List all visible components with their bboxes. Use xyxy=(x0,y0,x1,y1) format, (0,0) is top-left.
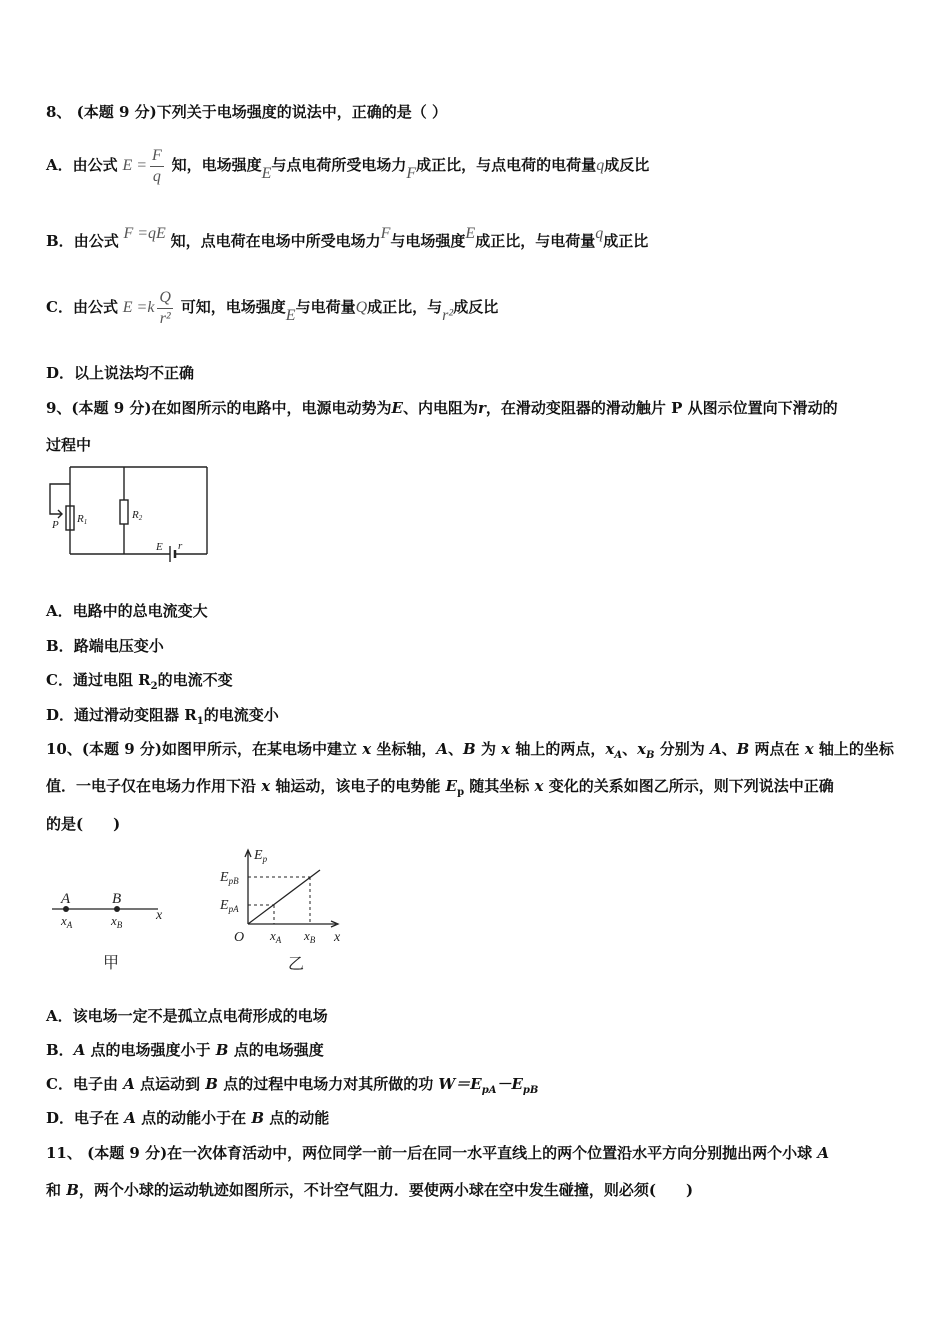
svg-text:O: O xyxy=(234,930,245,945)
q10-option-a[interactable]: A．该电场一定不是孤立点电荷形成的电场 xyxy=(46,1007,328,1025)
q10-option-b[interactable]: B．A 点的电场强度小于 B 点的电场强度 xyxy=(46,1041,324,1059)
q10-stem: 10、(本题 9 分)如图甲所示，在某电场中建立 x 坐标轴，A、B 为 x 轴上的两点，$x_A$、$x_B$ 分别为 A、B 两点在 x 轴上的坐标 xyxy=(46,740,894,761)
q11-stem-line2: 和 B，两个小球的运动轨迹如图所示，不计空气阻力．要使两小球在空中发生碰撞，则必须( ) xyxy=(46,1181,694,1199)
q9-stem: 9、(本题 9 分)在如图所示的电路中，电源电动势为E、内电阻为r，在滑动变阻器的滑动触片 P 从图示位置向下滑动的 xyxy=(46,399,838,417)
q8-stem: 8、 (本题 9 分)下列关于电场强度的说法中，正确的是（ ） xyxy=(46,103,447,121)
q10-stem-line3: 的是( ) xyxy=(46,815,121,833)
q10-stem-line2: 值．一电子仅在电场力作用下沿 x 轴运动，该电子的电势能 $E_p$ 随其坐标 x 变化的关系如图乙所示，则下列说法中正确 xyxy=(46,777,834,798)
q8-option-b[interactable]: B．由公式 F =qE 知，点电荷在电场中所受电场力F与电场强度E成正比，与电荷量q成正比 xyxy=(46,225,649,250)
svg-text:乙: 乙 xyxy=(288,956,305,973)
label-e: E xyxy=(156,541,163,553)
formula: E =k $\frac{Q}{\text{r²}}$ xyxy=(122,289,171,327)
formula: E = $\frac{F}{q}$ xyxy=(122,147,162,185)
svg-text:xB: $x_B$ xyxy=(111,913,123,930)
svg-text:xB: $x_B$ xyxy=(304,928,316,945)
label-r2: R2 xyxy=(132,509,143,522)
svg-text:甲: 甲 xyxy=(103,955,120,972)
figure-jia xyxy=(46,880,176,975)
svg-text:Ep: $E_p$ xyxy=(254,848,268,864)
svg-text:B: B xyxy=(112,891,122,907)
svg-text:EpA: $E_{pA}$ xyxy=(220,898,239,914)
q9-option-b[interactable]: B．路端电压变小 xyxy=(46,637,164,655)
svg-text:x: x xyxy=(156,908,163,923)
q9-stem-line2: 过程中 xyxy=(46,436,92,454)
svg-text:EpB: $E_{pB}$ xyxy=(220,870,239,886)
svg-text:xA: $x_A$ xyxy=(61,913,73,930)
q10-option-c[interactable]: C．电子由 A 点运动到 B 点的过程中电场力对其所做的功 $W=E_{pA}-E_{pB}$ xyxy=(46,1075,539,1096)
figure-yi xyxy=(218,842,358,977)
q8-option-a[interactable]: A．由公式 E = $\frac{F}{q}$ 知，电场强度E与点电荷所受电场力F成正比，与点电荷的电荷量q成反比 xyxy=(46,147,650,185)
q8-option-d[interactable]: D．以上说法均不正确 xyxy=(46,364,195,382)
label-p: P xyxy=(52,519,59,531)
label-r1: R1 xyxy=(77,513,88,526)
q9-option-d[interactable]: D．通过滑动变阻器 $R_1$的电流变小 xyxy=(46,706,279,727)
svg-text:A: A xyxy=(61,891,71,907)
svg-text:x: x xyxy=(334,930,341,945)
label-r: r xyxy=(178,540,183,552)
q9-option-a[interactable]: A．电路中的总电流变大 xyxy=(46,602,208,620)
q8-option-c[interactable]: C．由公式 E =k $\frac{Q}{\text{r²}}$ 可知，电场强度E与电荷量Q成正比，与r²成反比 xyxy=(46,289,499,327)
svg-text:xA: $x_A$ xyxy=(270,928,282,945)
ep-line xyxy=(248,870,320,924)
q11-stem: 11、 (本题 9 分)在一次体育活动中，两位同学一前一后在同一水平直线上的两个位置沿水平方向分别抛出两个小球 A xyxy=(46,1144,830,1162)
circuit-diagram xyxy=(44,462,214,562)
q9-option-c[interactable]: C．通过电阻 $R_2$的电流不变 xyxy=(46,671,233,692)
formula: F =qE xyxy=(123,225,166,242)
q10-option-d[interactable]: D．电子在 A 点的动能小于在 B 点的动能 xyxy=(46,1109,330,1127)
